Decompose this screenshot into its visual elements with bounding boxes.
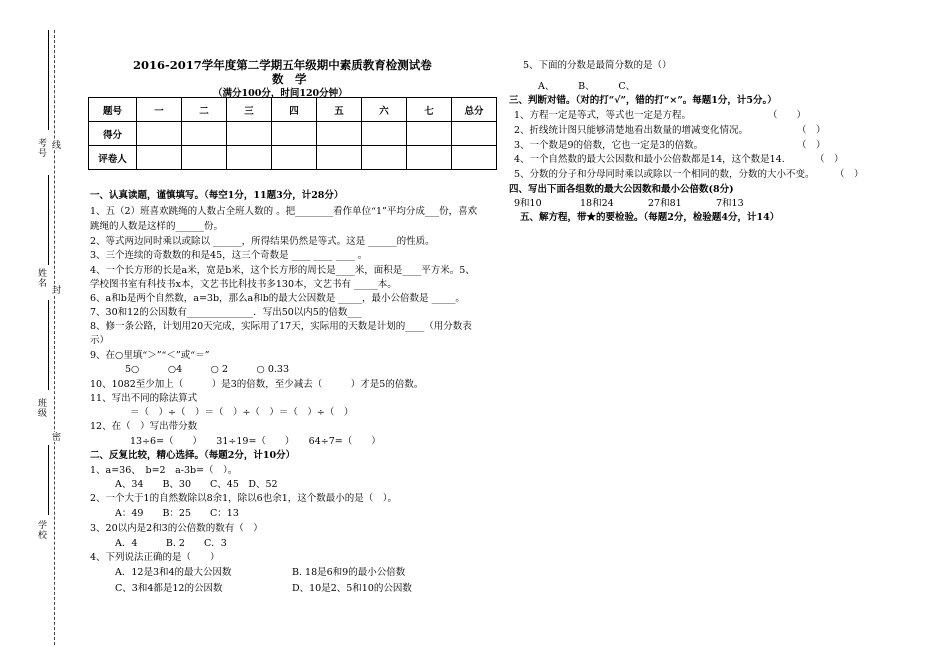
judge-4-answer[interactable]: （ ）: [815, 154, 844, 165]
choice-1: 1、a=36、 b=2 a-3b=（ ）。: [90, 465, 238, 476]
line-mark: 线: [50, 140, 60, 150]
judge-2-answer[interactable]: （ ）: [797, 125, 826, 136]
question-1a: 1、五（2）班喜欢跳绳的人数占全班人数的 。把________看作单位“1”平均分成___份，喜欢: [90, 206, 478, 217]
judge-3: 3、一个数是9的倍数，它也一定是3的倍数。: [514, 140, 704, 151]
grader-cell[interactable]: [137, 146, 182, 170]
question-10: 10、1082至少加上（ ）是3的倍数，至少减去（ ）才是5的倍数。: [90, 379, 424, 390]
judge-2: 2、折线统计图只能够清楚地看出数量的增减变化情况。: [514, 125, 749, 136]
score-cell[interactable]: [182, 122, 227, 146]
grader-cell[interactable]: [317, 146, 362, 170]
question-12: 12、在（ ）写出带分数: [90, 421, 198, 432]
question-3: 3、三个连续的奇数数的和是45，这三个奇数是 ____ ____ ____ 。: [90, 250, 368, 261]
judge-5-answer[interactable]: （ ）: [835, 169, 864, 180]
score-cell[interactable]: [272, 122, 317, 146]
question-6: 6、a和b是两个自然数，a=3b，那么a和b的最大公因数是 _____，最小公倍数是 _____。: [90, 293, 465, 304]
question-11: 11、写出不同的除法算式: [90, 393, 198, 404]
col-header: 一: [137, 98, 182, 122]
question-8b: 示）: [90, 335, 110, 346]
score-cell[interactable]: [137, 122, 182, 146]
question-5: 学校图书室有科技书x本，文艺书比科技书多130本，文艺书有 _____本。: [90, 279, 397, 290]
score-cell[interactable]: [362, 122, 407, 146]
secret-mark: 密: [50, 432, 60, 442]
choice-4-option-b: B. 18是6和9的最小公倍数: [292, 567, 406, 578]
col-header: 五: [317, 98, 362, 122]
judge-1-answer[interactable]: （ ）: [768, 110, 807, 121]
col-header: 四: [272, 98, 317, 122]
row-label-number: 题号: [89, 98, 137, 122]
question-1b: 跳绳的人数是这样的______份。: [90, 221, 224, 232]
score-row: [89, 122, 497, 146]
subject-title: 数 学: [272, 72, 307, 86]
number-pair: 18和24: [580, 198, 614, 209]
choice-4: 4、下列说法正确的是（ ）: [90, 552, 220, 563]
choice-4-option-d: D、10是2、5和10的公因数: [292, 583, 412, 594]
col-header: 三: [227, 98, 272, 122]
judge-3-answer[interactable]: （ ）: [797, 140, 826, 151]
exam-info: （满分100分，时间120分钟）: [213, 88, 348, 99]
binding-line: [54, 30, 55, 645]
score-cell[interactable]: [317, 122, 362, 146]
number-pair: 7和13: [716, 198, 744, 209]
question-9-items: 5○ ○4 ○ 2 ○ 0.33: [125, 364, 289, 375]
score-table: [88, 97, 497, 170]
section2-heading: 二、反复比较，精心选择。（每题2分，计10分）: [90, 450, 296, 461]
question-7: 7、30和12的公因数有______________．写出50以内5的倍数___: [90, 307, 362, 318]
choice-2: 2、一个大于1的自然数除以8余1，除以6也余1，这个数最小的是（ ）。: [90, 493, 398, 504]
grader-cell[interactable]: [227, 146, 272, 170]
question-8a: 8、修一条公路，计划用20天完成，实际用了17天，实际用的天数是计划的____（用分数表: [90, 321, 472, 332]
col-header: 六: [362, 98, 407, 122]
col-header: 二: [182, 98, 227, 122]
row-label-grader: 评卷人: [89, 146, 137, 170]
school-blank[interactable]: [48, 445, 49, 515]
judge-5: 5、分数的分子和分母同时乘以或除以一个相同的数，分数的大小不变。: [514, 169, 815, 180]
question-11-items: ＝（ ）÷（ ）＝（ ）÷（ ）＝（ ）÷（ ）: [130, 407, 354, 418]
section1-heading: 一、认真读题，谨慎填写。（每空1分，11题3分，计28分）: [90, 190, 344, 201]
name-blank[interactable]: [48, 175, 49, 265]
exam-no-blank[interactable]: [48, 30, 49, 130]
judge-4: 4、一个自然数的最大公因数和最小公倍数都是14，这个数是14.: [514, 154, 785, 165]
exam-no-label: 考号: [36, 138, 46, 158]
grader-row: [89, 146, 497, 170]
score-cell[interactable]: [407, 122, 452, 146]
question-9: 9、在○里填“＞”“＜”或“＝”: [90, 350, 210, 361]
exam-title: 2016-2017学年度第二学期五年级期中素质教育检测试卷: [133, 58, 432, 72]
grader-cell[interactable]: [407, 146, 452, 170]
choice-2-options: A：49 B：25 C：13: [115, 508, 239, 519]
grader-cell[interactable]: [362, 146, 407, 170]
grader-cell[interactable]: [182, 146, 227, 170]
col-header: 总分: [452, 98, 497, 122]
question-2: 2、等式两边同时乘以或除以 ______，所得结果仍然是等式。这是 ______的性质。: [90, 236, 435, 247]
number-pair: 9和10: [514, 198, 542, 209]
col-header: 七: [407, 98, 452, 122]
number-pair: 27和81: [648, 198, 682, 209]
question-12-items: 13÷6=（ ） 31÷19=（ ） 64÷7=（ ）: [130, 436, 381, 447]
school-label: 学校: [36, 520, 46, 540]
score-table-header-row: [89, 98, 497, 122]
class-blank[interactable]: [48, 300, 49, 390]
judge-1: 1、方程一定是等式，等式也一定是方程。: [514, 110, 692, 121]
choice-1-options: A、34 B、30 C、45 D、52: [115, 479, 278, 490]
question-4: 4、一个长方形的长是a米，宽是b米，这个长方形的周长是____米，面积是____平方米。5、: [90, 265, 475, 276]
choice-4-option-c: C、3和4都是12的公因数: [115, 583, 223, 594]
score-cell[interactable]: [227, 122, 272, 146]
grader-cell[interactable]: [452, 146, 497, 170]
choice-3: 3、20以内是2和3的公倍数的数有（ ）: [90, 523, 263, 534]
score-cell[interactable]: [452, 122, 497, 146]
class-label: 班级: [36, 398, 46, 418]
seal-mark: 封: [50, 285, 60, 295]
grader-cell[interactable]: [272, 146, 317, 170]
section4-heading: 四、写出下面各组数的最大公因数和最小公倍数(8分): [509, 184, 734, 195]
choice-5: 5、下面的分数是最简分数的是（）: [523, 60, 672, 71]
name-label: 姓名: [36, 268, 46, 288]
choice-3-options: A．4 B. 2 C．3: [115, 538, 227, 549]
section3-heading: 三、判断对错。（对的打“√”，错的打“×”。每题1分，计5分。）: [509, 95, 777, 106]
choice-4-option-a: A．12是3和4的最大公因数: [115, 567, 232, 578]
row-label-score: 得分: [89, 122, 137, 146]
section5-heading: 五、解方程，带★的要检验。（每题2分，检验题4分，计14）: [520, 212, 780, 223]
choice-5-options: A、 B、 C、: [538, 81, 636, 92]
